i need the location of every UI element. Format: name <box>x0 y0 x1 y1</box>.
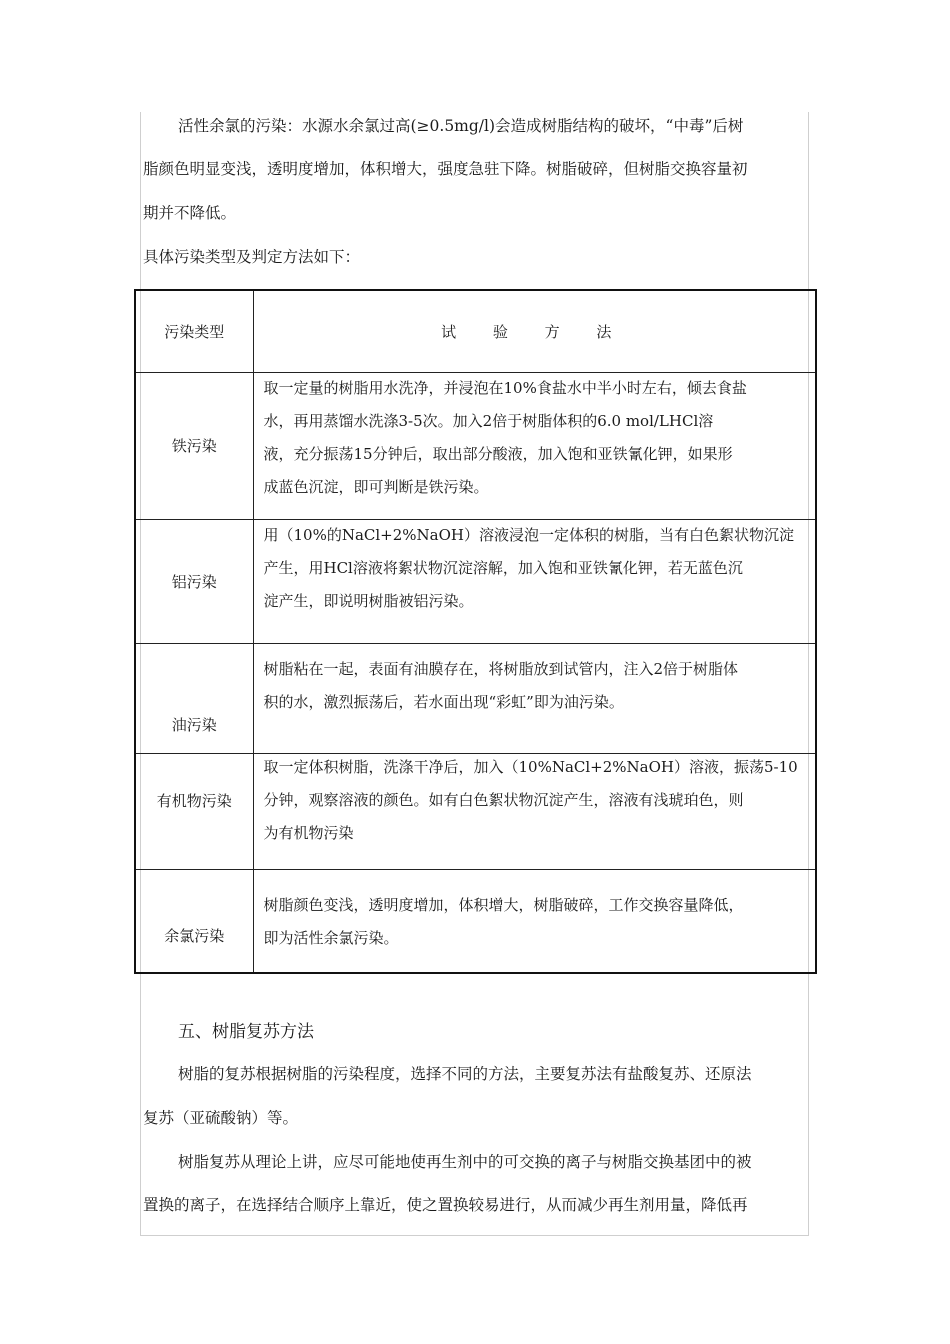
method-line: 液，充分振荡15分钟后，取出部分酸液，加入饱和亚铁氰化钾，如果形 <box>263 444 733 463</box>
method-line: 产生，用HCl溶液将絮状物沉淀溶解，加入饱和亚铁氰化钾，若无蓝色沉 <box>263 558 743 577</box>
method-cell <box>253 869 816 973</box>
method-cell <box>253 643 816 753</box>
method-line: 树脂粘在一起，表面有油膜存在，将树脂放到试管内，注入2倍于树脂体 <box>263 659 739 678</box>
intro-paragraph-line: 脂颜色明显变浅，透明度增加，体积增大，强度急驻下降。树脂破碎，但树脂交换容量初 <box>143 160 748 178</box>
pollution-test-table <box>134 289 817 974</box>
page-frame-bottom <box>140 1235 809 1236</box>
table-header-row <box>135 290 816 372</box>
method-line: 取一定量的树脂用水洗净，并浸泡在10%食盐水中半小时左右，倾去食盐 <box>263 378 747 397</box>
method-cell <box>253 372 816 519</box>
method-line: 积的水，激烈振荡后，若水面出现“彩虹”即为油污染。 <box>263 692 624 711</box>
intro-paragraph-line: 期并不降低。 <box>143 204 237 222</box>
section-paragraph-line: 复苏（亚硫酸钠）等。 <box>143 1109 299 1127</box>
table-intro-text: 具体污染类型及判定方法如下： <box>143 248 361 266</box>
method-line: 即为活性余氯污染。 <box>263 928 399 947</box>
section-heading: 五、树脂复苏方法 <box>178 1022 314 1042</box>
table-row <box>135 519 816 643</box>
method-line: 为有机物污染 <box>263 823 354 842</box>
intro-paragraph-line: 活性余氯的污染：水源水余氯过高(≥0.5mg/l)会造成树脂结构的破坏，“中毒”后树 <box>178 117 744 135</box>
section-paragraph-line: 置换的离子，在选择结合顺序上靠近，使之置换较易进行，从而减少再生剂用量，降低再 <box>143 1196 748 1214</box>
method-line: 树脂颜色变浅，透明度增加，体积增大，树脂破碎，工作交换容量降低， <box>263 895 744 914</box>
method-cell <box>253 753 816 869</box>
table-row <box>135 372 816 519</box>
method-line: 用（10%的NaCl+2%NaOH）溶液浸泡一定体积的树脂，当有白色絮状物沉淀 <box>263 525 794 544</box>
method-line: 水，再用蒸馏水洗涤3-5次。加入2倍于树脂体积的6.0 mol/LHCl溶 <box>263 411 714 430</box>
table-row <box>135 869 816 973</box>
method-cell <box>253 519 816 643</box>
header-method-cell: 试 验 方 法 <box>253 290 816 372</box>
method-line: 淀产生，即说明树脂被铝污染。 <box>263 591 474 610</box>
method-line: 成蓝色沉淀，即可判断是铁污染。 <box>263 477 489 496</box>
pollution-type-cell: 油污染 <box>135 643 253 753</box>
section-paragraph-line: 树脂复苏从理论上讲，应尽可能地使再生剂中的可交换的离子与树脂交换基团中的被 <box>178 1153 752 1171</box>
method-line: 取一定体积树脂，洗涤干净后，加入（10%NaCl+2%NaOH）溶液，振荡5-10 <box>263 757 798 776</box>
pollution-type-cell: 铁污染 <box>135 372 253 519</box>
table-row <box>135 643 816 753</box>
method-line: 分钟，观察溶液的颜色。如有白色絮状物沉淀产生，溶液有浅琥珀色，则 <box>263 790 744 809</box>
header-type-cell: 污染类型 <box>135 290 253 372</box>
pollution-type-cell: 有机物污染 <box>135 753 253 869</box>
pollution-type-cell: 余氯污染 <box>135 869 253 973</box>
pollution-type-cell: 铝污染 <box>135 519 253 643</box>
table-row <box>135 753 816 869</box>
section-paragraph-line: 树脂的复苏根据树脂的污染程度，选择不同的方法，主要复苏法有盐酸复苏、还原法 <box>178 1065 752 1083</box>
